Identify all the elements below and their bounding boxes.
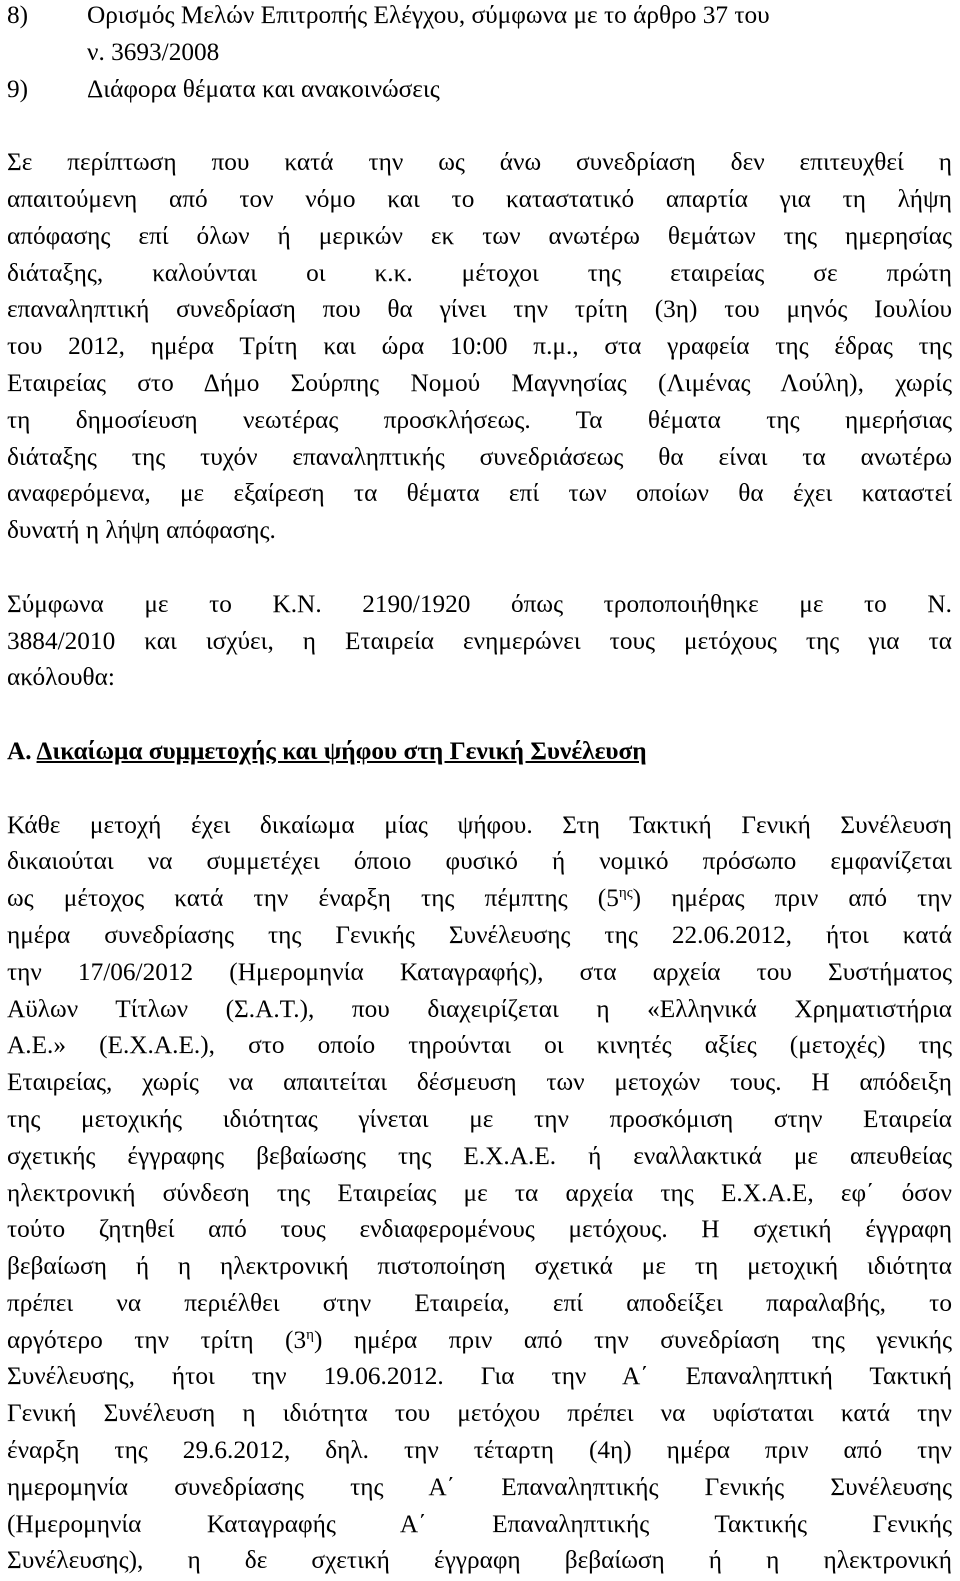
text-line: Αϋλων Τίτλων (Σ.Α.Τ.), που διαχειρίζεται η «Ελληνικά Χρηματιστήρια xyxy=(7,994,952,1023)
text-line: Σύμφωνα με το Κ.Ν. 2190/1920 όπως τροποποιήθηκε με το Ν. xyxy=(7,589,952,618)
agenda-item-8 xyxy=(7,0,952,34)
text-line: ημέρα συνεδρίασης της Γενικής Συνέλευσης της 22.06.2012, ήτοι κατά xyxy=(7,920,952,949)
text-line: τούτο ζητηθεί από τους ενδιαφερομένους μετόχους. Η σχετική έγγραφη xyxy=(7,1215,952,1244)
text-line: ημερομηνία συνεδρίασης της Α΄ Επαναληπτικής Γενικής Συνέλευσης xyxy=(7,1472,952,1501)
ordinal-superscript: η xyxy=(306,1326,314,1343)
section-prefix: Α. xyxy=(7,736,37,765)
text-line: της μετοχικής ιδιότητας γίνεται με την προσκόμιση στην Εταιρεία xyxy=(7,1104,952,1133)
agenda-number: 9) xyxy=(7,74,29,103)
spacer xyxy=(7,696,952,733)
agenda-text: Διάφορα θέματα και ανακοινώσεις xyxy=(87,74,440,103)
text-line: απαιτούμενη από τον νόμο και το καταστατικό απαρτία για τη λήψη xyxy=(7,184,952,213)
agenda-item-9 xyxy=(7,71,952,108)
text-line: Συνέλευσης), η δε σχετική έγγραφη βεβαίωση ή η ηλεκτρονική xyxy=(7,1546,952,1575)
text-line: βεβαίωση ή η ηλεκτρονική πιστοποίηση σχετικά με τη μετοχική ιδιότητα xyxy=(7,1252,952,1281)
participation-rights-paragraph xyxy=(7,807,952,1580)
text-line-with-superscript: ως μέτοχος κατά την έναρξη της πέμπτης $(5^{\eta\varsigma})$ ημέρας πριν από την xyxy=(7,884,952,913)
section-title: Δικαίωμα συμμετοχής και ψήφου στη Γενική Συνέλευση xyxy=(36,736,647,765)
agenda-text: Ορισμός Μελών Επιτροπής Ελέγχου, σύμφωνα με το άρθρο 37 του xyxy=(87,1,770,29)
text-line-with-superscript: αργότερο την τρίτη $(3^\eta)$ ημέρα πριν από την συνεδρίαση της γενικής xyxy=(7,1325,953,1354)
repeat-meeting-paragraph xyxy=(7,144,952,549)
text-line: διάταξης της τυχόν επαναληπτικής συνεδριάσεως θα είναι τα ανωτέρω xyxy=(7,442,952,471)
text-line: 3884/2010 και ισχύει, η Εταιρεία ενημερώνει τους μετόχους της για τα xyxy=(7,626,952,655)
spacer xyxy=(7,770,952,807)
text-line: επαναληπτική συνεδρίαση που θα γίνει την τρίτη (3η) του μηνός Ιουλίου xyxy=(7,295,952,324)
text-line: την 17/06/2012 (Ημερομηνία Καταγραφής), στα αρχεία του Συστήματος xyxy=(7,957,952,986)
law-notice-paragraph xyxy=(7,586,952,696)
text-line: ακόλουθα: xyxy=(7,663,115,692)
text-line: Εταιρείας, χωρίς να απαιτείται δέσμευση των μετοχών τους. Η απόδειξη xyxy=(7,1068,952,1097)
text-line: του 2012, ημέρα Τρίτη και ώρα 10:00 π.μ., στα γραφεία της έδρας της xyxy=(7,332,952,361)
text-line: έναρξη της 29.6.2012, δηλ. την τέταρτη (4η) ημέρα πριν από την xyxy=(7,1436,952,1465)
text-line: σχετικής έγγραφης βεβαίωσης της Ε.Χ.Α.Ε. ή εναλλακτικά με απευθείας xyxy=(7,1141,952,1170)
section-heading xyxy=(7,733,952,770)
agenda-item-8-continued xyxy=(7,34,952,71)
text-line: αναφερόμενα, με εξαίρεση τα θέματα επί των οποίων θα έχει καταστεί xyxy=(7,479,952,508)
text-line: Κάθε μετοχή έχει δικαίωμα μίας ψήφου. Στη Τακτική Γενική Συνέλευση xyxy=(7,810,952,839)
text-line: διάταξης, καλούνται οι κ.κ. μέτοχοι της εταιρείας σε πρώτη xyxy=(7,258,952,287)
text-line: (Ημερομηνία Καταγραφής Α΄ Επαναληπτικής Τακτικής Γενικής xyxy=(7,1509,952,1538)
agenda-number: 8) xyxy=(7,1,29,29)
text-line: πρέπει να περιέλθει στην Εταιρεία, επί αποδείξει παραλαβής, το xyxy=(7,1288,952,1317)
text-line: Α.Ε.» (Ε.Χ.Α.Ε.), στο οποίο τηρούνται οι κινητές αξίες (μετοχές) της xyxy=(7,1031,952,1060)
document-page xyxy=(7,0,952,1579)
text-line: ηλεκτρονική σύνδεση της Εταιρείας με τα αρχεία της Ε.Χ.Α.Ε, εφ΄ όσον xyxy=(7,1178,952,1207)
text-line: Σε περίπτωση που κατά την ως άνω συνεδρίαση δεν επιτευχθεί η xyxy=(7,148,952,177)
spacer xyxy=(7,549,952,586)
text-line: δυνατή η λήψη απόφασης. xyxy=(7,516,276,545)
text-line: Συνέλευσης, ήτοι την 19.06.2012. Για την Α΄ Επαναληπτική Τακτική xyxy=(7,1362,952,1391)
text-line: Εταιρείας στο Δήμο Σούρπης Νομού Μαγνησίας (Λιμένας Λούλη), χωρίς xyxy=(7,368,952,397)
text-line: Γενική Συνέλευση η ιδιότητα του μετόχου πρέπει να υφίσταται κατά την xyxy=(7,1399,952,1428)
text-line: τη δημοσίευση νεωτέρας προσκλήσεως. Τα θέματα της ημερήσιας xyxy=(7,405,952,434)
text-line: απόφασης επί όλων ή μερικών εκ των ανωτέρω θεμάτων της ημερησίας xyxy=(7,221,952,250)
ordinal-superscript: ης xyxy=(618,885,633,902)
agenda-text: ν. 3693/2008 xyxy=(87,37,220,66)
spacer xyxy=(7,107,952,144)
text-line: δικαιούται να συμμετέχει όποιο φυσικό ή νομικό πρόσωπο εμφανίζεται xyxy=(7,847,952,876)
